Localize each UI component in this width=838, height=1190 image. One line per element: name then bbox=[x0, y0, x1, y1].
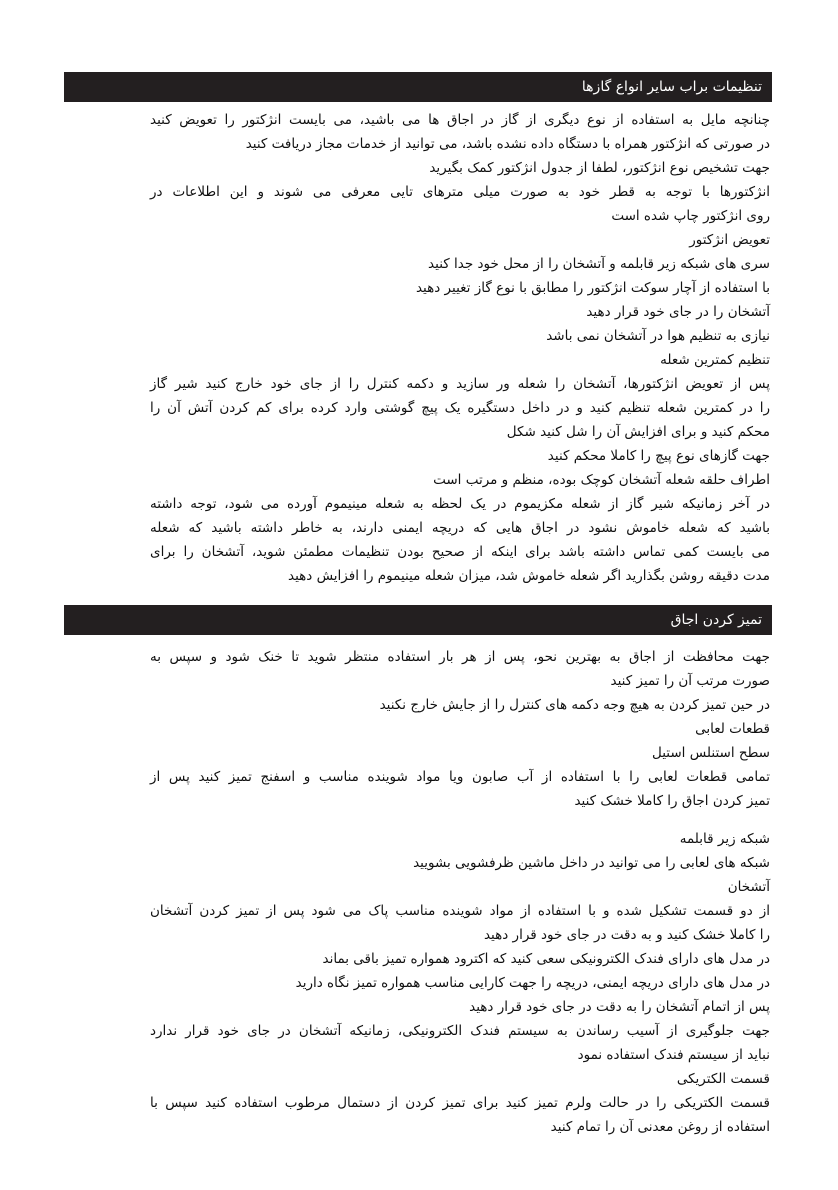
subheading: قطعات لعابی bbox=[695, 721, 770, 737]
section-body-cleaning bbox=[150, 645, 770, 1139]
text-line: پس از تعویض انژکتورها، آتشخان را شعله ور سازید و دکمه کنترل را از جای خود خارج کنید شیر گاز bbox=[150, 376, 770, 392]
section-body-gas-settings bbox=[150, 108, 770, 588]
text-line: در مدل های دارای دریچه ایمنی، دریچه را جهت کارایی مناسب همواره تمیز نگاه دارید bbox=[295, 975, 770, 991]
text-line: در مدل های دارای فندک الکترونیکی سعی کنید که اکترود همواره تمیز باقی بماند bbox=[322, 951, 770, 967]
text-line: پس از اتمام آتشخان را به دقت در جای خود قرار دهید bbox=[469, 999, 770, 1015]
text-line: محکم کنید و برای افزایش آن را شل کنید شکل bbox=[506, 424, 770, 440]
text-line: چنانچه مایل به استفاده از نوع دیگری از گاز در اجاق ها می باشید، می بایست انژکتور را تعویض کنید bbox=[150, 112, 770, 128]
text-line: مدت دقیقه روشن بگذارید اگر شعله خاموش شد، میزان شعله مینیموم را افزایش دهید bbox=[288, 568, 770, 584]
text-line: تمیز کردن اجاق را کاملا خشک کنید bbox=[574, 793, 770, 809]
text-line: را در کمترین شعله تنظیم کنید و در داخل دستگیره یک پیچ گوشتی وارد کرده برای کم کردن آتش آن را bbox=[150, 400, 770, 416]
text-line: در حین تمیز کردن به هیچ وجه دکمه های کنترل را از جایش خارج نکنید bbox=[379, 697, 770, 713]
text-line: با استفاده از آچار سوکت انژکتور را مطابق با نوع گاز تغییر دهید bbox=[415, 280, 770, 296]
text-line: جهت جلوگیری از آسیب رساندن به سیستم فندک الکترونیکی، زمانیکه آتشخان در جای خود قرار ندارد bbox=[150, 1023, 770, 1039]
text-line: انژکتورها با توجه به قطر خود به صورت میلی مترهای تایی معرفی می شوند و این اطلاعات در bbox=[150, 184, 770, 200]
subheading: سطح استنلس استیل bbox=[651, 745, 770, 761]
text-line: در صورتی که انژکتور همراه با دستگاه داده نشده باشد، می توانید از خدمات مجاز دریافت کنید bbox=[245, 136, 770, 152]
section-title: تنظیمات براب سایر انواع گازها bbox=[581, 79, 762, 95]
text-line: را کاملا خشک کنید و به دقت در جای خود قرار دهید bbox=[483, 927, 770, 943]
text-line: جهت تشخیص نوع انژکتور، لطفا از جدول انژکتور کمک بگیرید bbox=[429, 160, 770, 176]
text-line: در آخر زمانیکه شیر گاز از شعله مکزیموم در یک لحظه به شعله مینیموم آورده می شود، توجه داشته bbox=[150, 496, 770, 512]
text-line: صورت مرتب آن را تمیز کنید bbox=[610, 673, 770, 689]
text-line: از دو قسمت تشکیل شده و با استفاده از مواد شوینده مناسب پاک می شود پس از تمیز کردن آتشخان bbox=[150, 903, 770, 919]
text-line: جهت محافظت از اجاق به بهترین نحو، پس از هر بار استفاده منتظر شوید تا خنک شود و سپس به bbox=[150, 649, 770, 665]
subheading: تنظیم کمترین شعله bbox=[660, 352, 770, 368]
text-line: استفاده از روغن معدنی آن را تمام کنید bbox=[550, 1119, 770, 1135]
subheading: شبکه زیر قابلمه bbox=[679, 831, 770, 847]
text-line: می بایست کمی تماس داشته باشد برای اینکه از صحیح بودن تنظیمات مطمئن شوید، آتشخان را برای bbox=[150, 544, 770, 560]
section-header-gas-settings bbox=[64, 72, 772, 102]
text-line: نباید از سیستم فندک استفاده نمود bbox=[577, 1047, 770, 1063]
subheading: قسمت الکتریکی bbox=[676, 1071, 770, 1087]
text-line: شبکه های لعابی را می توانید در داخل ماشین ظرفشویی بشویید bbox=[413, 855, 770, 871]
subheading: آتشخان bbox=[727, 879, 770, 895]
text-line: نیازی به تنظیم هوا در آتشخان نمی باشد bbox=[546, 328, 770, 344]
subheading: تعویض انژکتور bbox=[689, 232, 770, 248]
text-line: روی انژکتور چاپ شده است bbox=[611, 208, 770, 224]
text-line: اطراف حلقه شعله آتشخان کوچک بوده، منظم و مرتب است bbox=[433, 472, 770, 488]
text-line: قسمت الکتریکی را در حالت ولرم تمیز کنید برای تمیز کردن از دستمال مرطوب استفاده کنید سپس با bbox=[150, 1095, 770, 1111]
section-title: تمیز کردن اجاق bbox=[670, 612, 762, 628]
text-line: آتشخان را در جای خود قرار دهید bbox=[586, 304, 770, 320]
spacer bbox=[150, 813, 770, 827]
section-header-cleaning bbox=[64, 605, 772, 635]
text-line: سری های شبکه زیر قابلمه و آتشخان را از محل خود جدا کنید bbox=[428, 256, 770, 272]
text-line: باشید که شعله خاموش نشود در اجاق هایی که دریچه ایمنی دارند، به خاطر داشته باشید که شعله bbox=[150, 520, 770, 536]
text-line: تمامی قطعات لعابی را با استفاده از آب صابون ویا مواد شوینده مناسب و اسفنج تمیز کنید پس از bbox=[150, 769, 770, 785]
text-line: جهت گازهای نوع پیچ را کاملا محکم کنید bbox=[547, 448, 770, 464]
